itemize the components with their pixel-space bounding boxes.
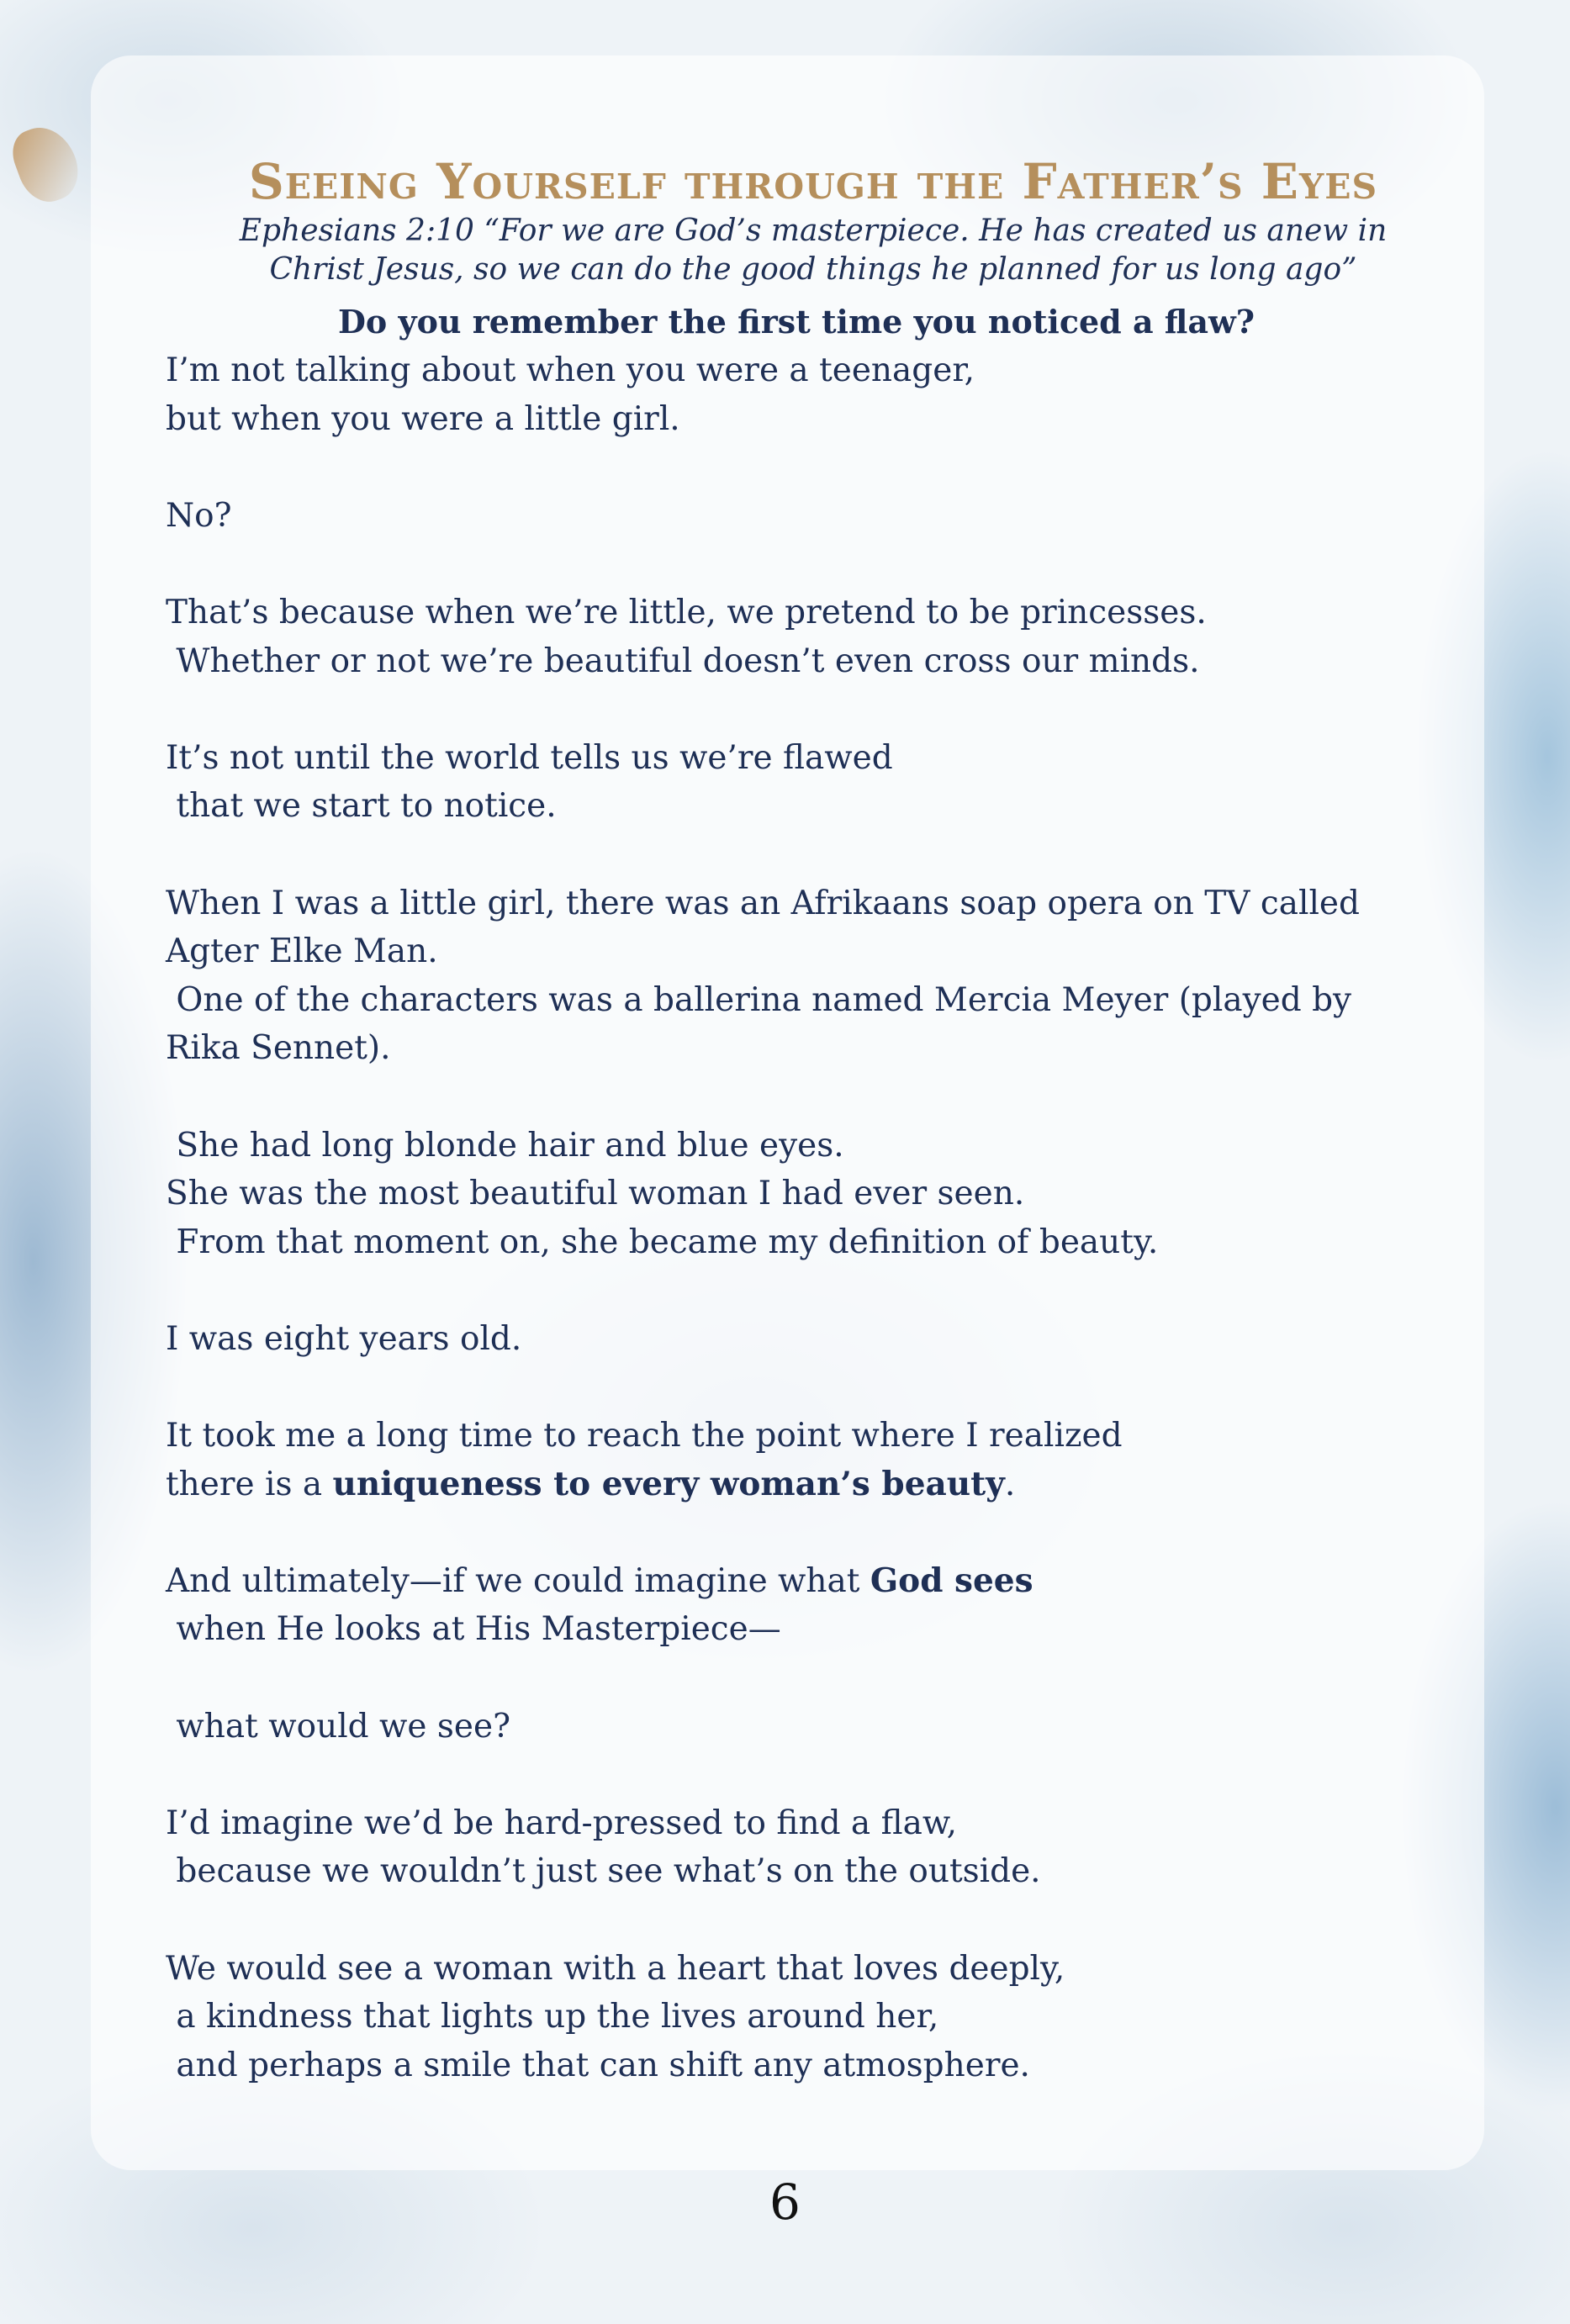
body-line: and perhaps a smile that can shift any atmosphere. [166,2046,1030,2084]
text-segment: there is a [166,1465,333,1503]
body-line: because we wouldn’t just see what’s on the outside. [166,1852,1041,1891]
body-line: No? [166,496,232,535]
blank-line [166,1508,1427,1557]
blank-line [166,1363,1427,1412]
lead-question: Do you remember the first time you noticed a flaw? [337,303,1255,341]
body-line: I’m not talking about when you were a teenager, [166,351,975,389]
text-segment: . [1004,1465,1016,1503]
blank-line [166,685,1427,734]
body-line: When I was a little girl, there was an Afrikaans soap opera on TV called [166,884,1360,922]
body-line: We would see a woman with a heart that loves deeply, [166,1949,1065,1988]
body-line: She had long blonde hair and blue eyes. [166,1126,844,1165]
body-line: Agter Elke Man. [166,932,438,971]
blank-line [166,1896,1427,1945]
text-segment: And ultimately—if we could imagine what [166,1561,870,1600]
body-line: what would we see? [166,1707,510,1746]
blank-line [166,443,1427,492]
body-line: One of the characters was a ballerina named Mercia Meyer (played by [166,980,1352,1019]
verse-line-2: Christ Jesus, so we can do the good things he planned for us long ago” [269,252,1357,287]
body-line: It took me a long time to reach the point where I realized [166,1417,1123,1455]
emphasis-uniqueness: uniqueness to every woman’s beauty [332,1464,1005,1503]
blank-line [166,1266,1427,1315]
body-line: when He looks at His Masterpiece— [166,1610,781,1649]
body-line: Whether or not we’re beautiful doesn’t even cross our minds. [166,642,1200,680]
scripture-verse [199,212,1427,289]
body-line: That’s because when we’re little, we pretend to be princesses. [166,593,1207,631]
body-line: Rika Sennet). [166,1029,391,1068]
body-line: She was the most beautiful woman I had ever seen. [166,1175,1025,1213]
verse-line-1: Ephesians 2:10 “For we are God’s masterpiece. He has created us anew in [239,214,1388,248]
body-line: a kindness that lights up the lives around her, [166,1998,939,2036]
page-content [166,151,1427,2089]
blank-line [166,1654,1427,1703]
body-line: that we start to notice. [166,787,557,826]
page-number: 6 [769,2173,801,2231]
body-line: but when you were a little girl. [166,399,680,438]
body-line: I’d imagine we’d be hard-pressed to find a flaw, [166,1804,957,1842]
blank-line [166,1073,1427,1122]
body-line: From that moment on, she became my definition of beauty. [166,1223,1159,1261]
body-line-with-emphasis [166,1557,1427,1606]
page-title: Seeing Yourself through the Father’s Eyes [248,153,1378,210]
blank-line [166,1751,1427,1799]
blank-line [166,540,1427,589]
body-line-with-emphasis [166,1460,1427,1509]
emphasis-god-sees: God sees [870,1561,1033,1600]
body-line: It’s not until the world tells us we’re flawed [166,738,893,777]
blank-line [166,831,1427,879]
body-line: I was eight years old. [166,1319,522,1358]
